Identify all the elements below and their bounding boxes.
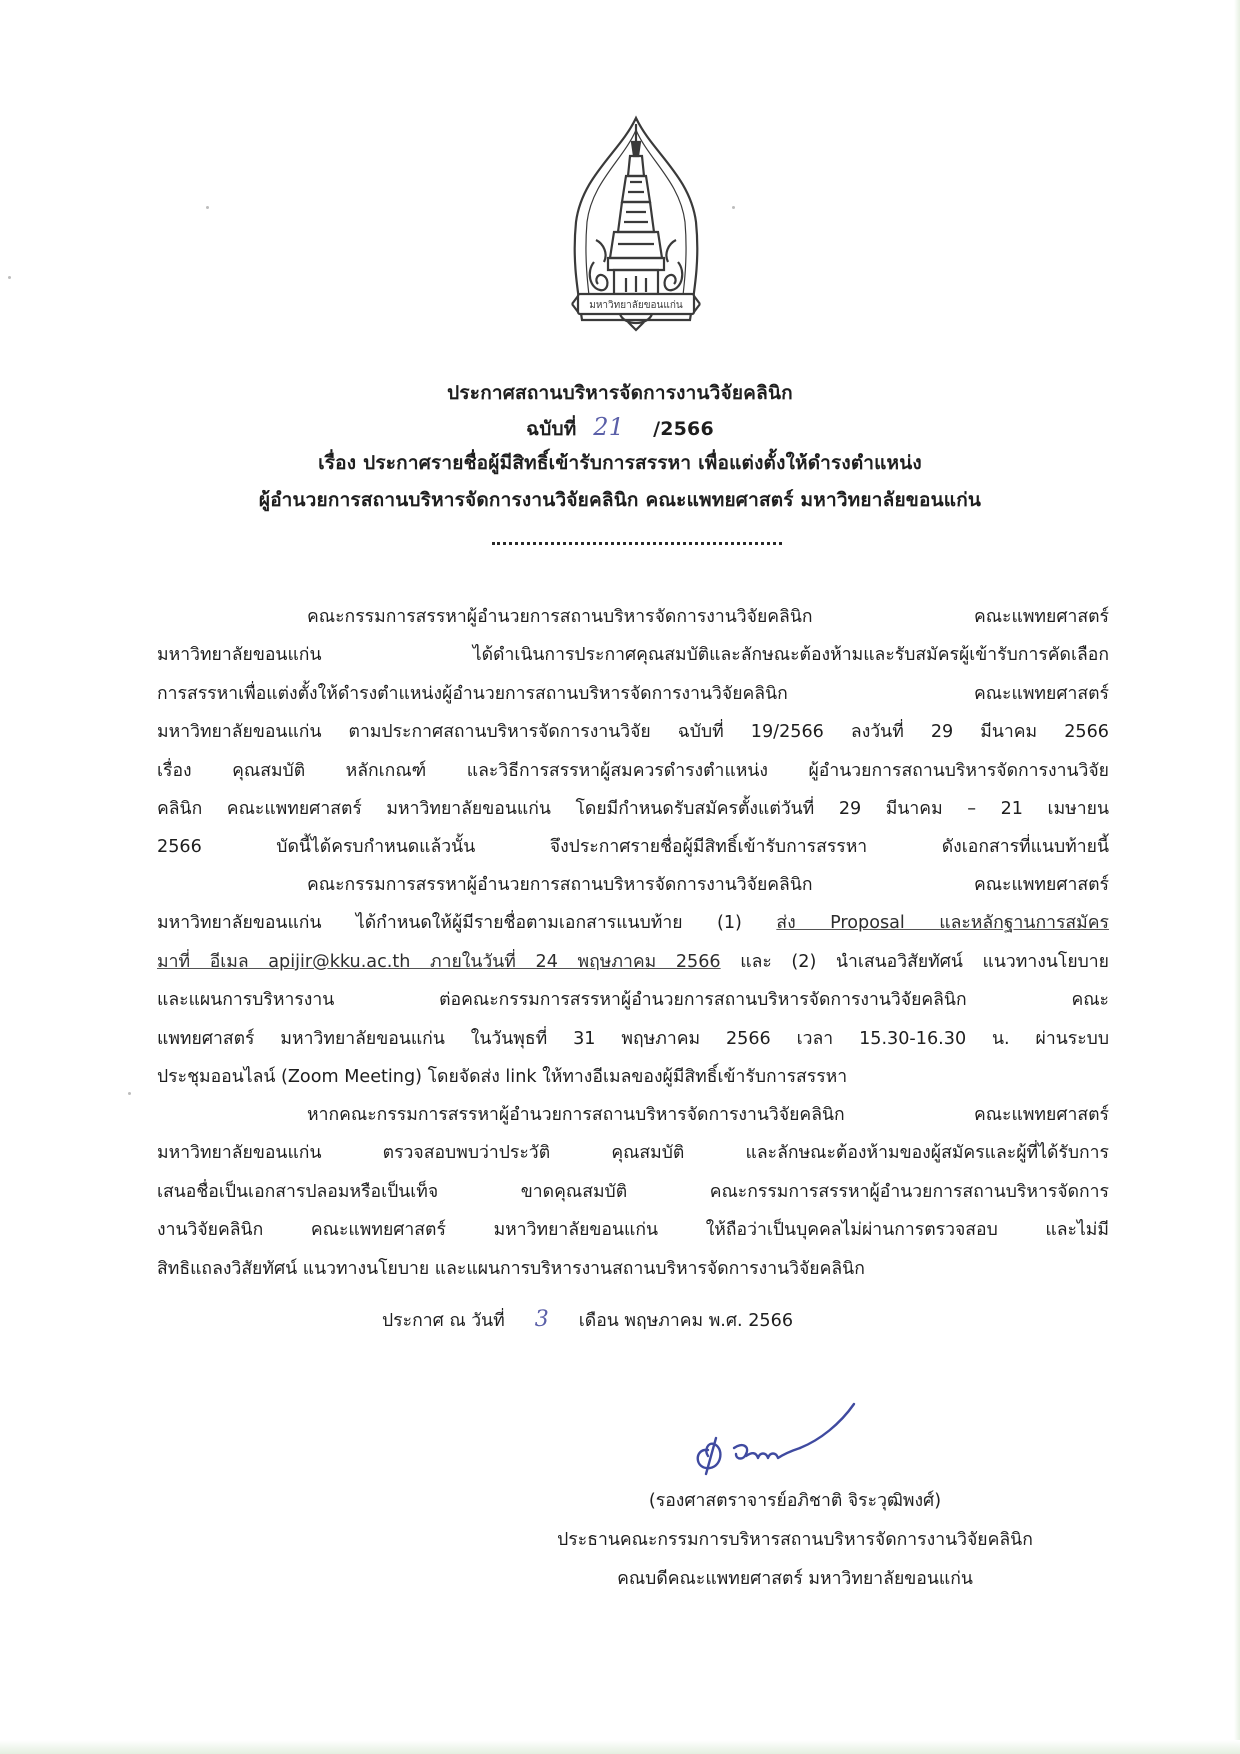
paragraph-line: เรื่อง คุณสมบัติ หลักเกณฑ์ และวิธีการสรรหาผู้สมควรดำรงตำแหน่ง ผู้อำนวยการสถานบริหารจัดการงานวิจัย (157, 760, 1109, 781)
paragraph-line: และแผนการบริหารงาน ต่อคณะกรรมการสรรหาผู้อำนวยการสถานบริหารจัดการงานวิจัยคลินิก คณะ (157, 990, 1109, 1011)
paragraph-line: แพทยศาสตร์ มหาวิทยาลัยขอนแก่น ในวันพุธที่ 31 พฤษภาคม 2566 เวลา 15.30-16.30 น. ผ่านระบบ (157, 1028, 1109, 1049)
paragraph-line: งานวิจัยคลินิก คณะแพทยศาสตร์ มหาวิทยาลัยขอนแก่น ให้ถือว่าเป็นบุคคลไม่ผ่านการตรวจสอบ และไม่มี (157, 1220, 1109, 1241)
subject-line-1: เรื่อง ประกาศรายชื่อผู้มีสิทธิ์เข้ารับการสรรหา เพื่อแต่งตั้งให้ดำรงตำแหน่ง (318, 452, 922, 474)
signatory-position-2: คณบดีคณะแพทยศาสตร์ มหาวิทยาลัยขอนแก่น (617, 1569, 973, 1589)
issue-year: /2566 (653, 418, 714, 440)
paragraph-line: ประชุมออนไลน์ (Zoom Meeting) โดยจัดส่ง link ให้ทางอีเมลของผู้มีสิทธิ์เข้ารับการสรรหา (157, 1066, 848, 1087)
subject-line-2: ผู้อำนวยการสถานบริหารจัดการงานวิจัยคลินิก คณะแพทยศาสตร์ มหาวิทยาลัยขอนแก่น (258, 489, 982, 511)
issue-label: ฉบับที่ (526, 418, 577, 440)
scan-speck (128, 1092, 131, 1095)
paragraph-line: คลินิก คณะแพทยศาสตร์ มหาวิทยาลัยขอนแก่น โดยมีกำหนดรับสมัครตั้งแต่วันที่ 29 มีนาคม – 21 เมษายน (157, 798, 1109, 819)
paragraph-3 (157, 1096, 1109, 1288)
submission-email-deadline-text: มาที่ อีเมล apijir@kku.ac.th ภายในวันที่ 24 พฤษภาคม 2566 (157, 951, 721, 972)
scan-speck (8, 276, 11, 279)
paragraph-1 (157, 598, 1109, 867)
scan-speck (206, 206, 209, 209)
scan-edge-right (1234, 0, 1240, 1754)
announcement-title: ประกาศสถานบริหารจัดการงานวิจัยคลินิก (447, 382, 793, 404)
paragraph-line: หากคณะกรรมการสรรหาผู้อำนวยการสถานบริหารจัดการงานวิจัยคลินิก คณะแพทยศาสตร์ (307, 1105, 1109, 1125)
issue-line (150, 413, 1090, 444)
paragraph-line: 2566 บัดนี้ได้ครบกำหนดแล้วนั้น จึงประกาศรายชื่อผู้มีสิทธิ์เข้ารับการสรรหา ดังเอกสารที่แนบท้ายนี้ (157, 837, 1109, 858)
scan-edge-bottom (0, 1740, 1240, 1754)
paragraph-line: มหาวิทยาลัยขอนแก่น ตรวจสอบพบว่าประวัติ คุณสมบัติ และลักษณะต้องห้ามของผู้สมัครและผู้ที่ได้รับการ (157, 1143, 1109, 1164)
paragraph-line: มหาวิทยาลัยขอนแก่น ได้ดำเนินการประกาศคุณสมบัติและลักษณะต้องห้ามและรับสมัครผู้เข้ารับการคัดเลือก (157, 645, 1109, 666)
paragraph-line: สิทธิแถลงวิสัยทัศน์ แนวทางนโยบาย และแผนการบริหารงานสถานบริหารจัดการงานวิจัยคลินิก (157, 1258, 865, 1279)
paragraph-line (157, 904, 1109, 942)
date-suffix: เดือน พฤษภาคม พ.ศ. 2566 (578, 1311, 794, 1331)
handwritten-signature (688, 1398, 860, 1478)
paragraph-line: มหาวิทยาลัยขอนแก่น ตามประกาศสถานบริหารจัดการงานวิจัย ฉบับที่ 19/2566 ลงวันที่ 29 มีนาคม 2566 (157, 722, 1109, 743)
paragraph-line: คณะกรรมการสรรหาผู้อำนวยการสถานบริหารจัดการงานวิจัยคลินิก คณะแพทยศาสตร์ (307, 607, 1109, 627)
day-handwritten: 3 (534, 1307, 549, 1332)
scan-speck (732, 206, 735, 209)
paragraph-line: การสรรหาเพื่อแต่งตั้งให้ดำรงตำแหน่งผู้อำนวยการสถานบริหารจัดการงานวิจัยคลินิก คณะแพทยศาสตร์ (157, 683, 1109, 704)
proposal-submission-text: ส่ง Proposal และหลักฐานการสมัคร (776, 913, 1109, 934)
paragraph-2 (157, 866, 1109, 1096)
signatory-name: (รองศาสตราจารย์อภิชาติ จิระวุฒิพงศ์) (648, 1491, 942, 1511)
paragraph-text: มหาวิทยาลัยขอนแก่น ได้กำหนดให้ผู้มีรายชื่อตามเอกสารแนบท้าย (1) (157, 913, 777, 934)
dotted-separator (492, 534, 782, 545)
paragraph-line (157, 943, 1109, 981)
announcement-date (382, 1306, 793, 1334)
university-seal-logo (568, 112, 704, 360)
seal-text: มหาวิทยาลัยขอนแก่น (589, 300, 683, 311)
signatory-position-1: ประธานคณะกรรมการบริหารสถานบริหารจัดการงานวิจัยคลินิก (557, 1530, 1033, 1550)
paragraph-line: เสนอชื่อเป็นเอกสารปลอมหรือเป็นเท็จ ขาดคุณสมบัติ คณะกรรมการสรรหาผู้อำนวยการสถานบริหารจัดการ (157, 1181, 1109, 1202)
paragraph-line: คณะกรรมการสรรหาผู้อำนวยการสถานบริหารจัดการงานวิจัยคลินิก คณะแพทยศาสตร์ (307, 875, 1109, 895)
issue-number-handwritten: 21 (593, 413, 625, 441)
paragraph-text: และ (2) นำเสนอวิสัยทัศน์ แนวทางนโยบาย (720, 951, 1109, 972)
date-prefix: ประกาศ ณ วันที่ (382, 1311, 505, 1331)
